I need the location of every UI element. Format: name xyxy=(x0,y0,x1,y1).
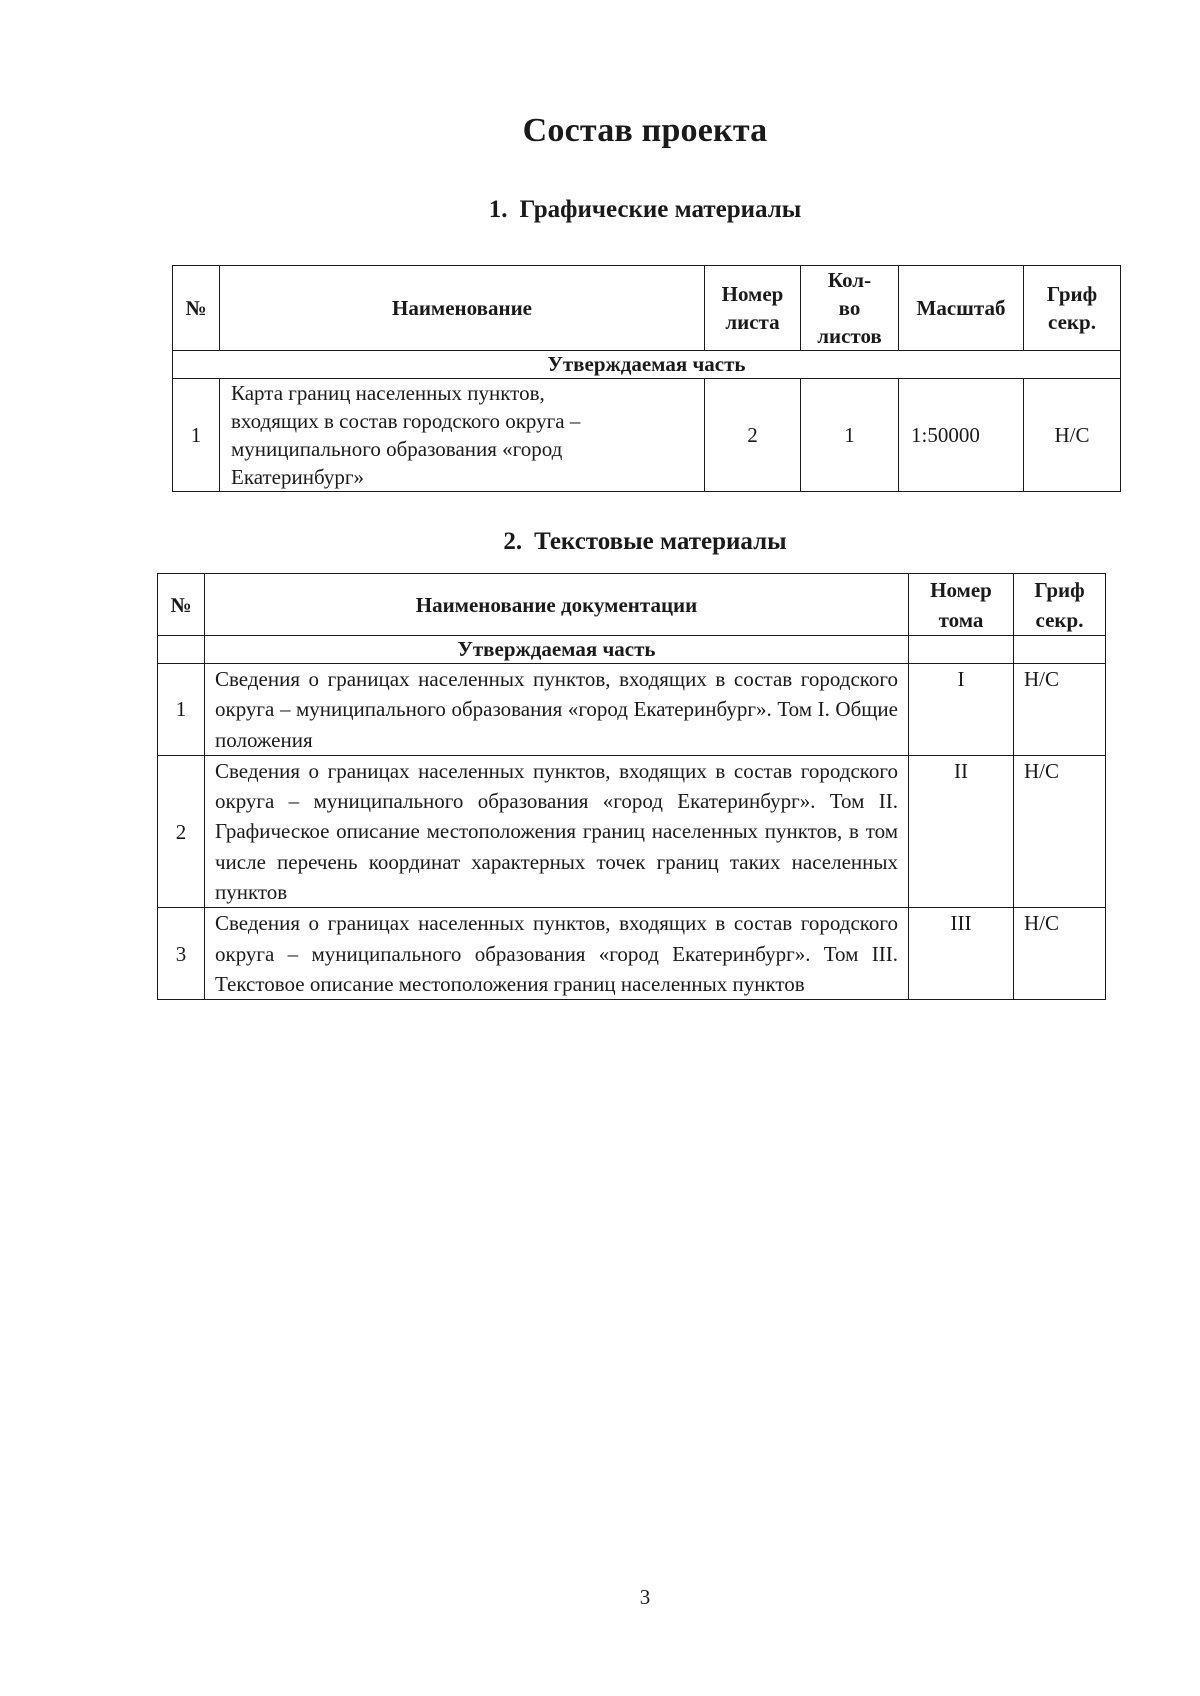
part-label: Утверждаемая часть xyxy=(173,351,1121,379)
section-number: 2. xyxy=(503,528,523,555)
table-part-row xyxy=(158,636,1106,664)
row-secrecy: Н/С xyxy=(1014,664,1106,756)
header-secrecy: Гриф секр. xyxy=(1014,574,1106,636)
header-scale: Масштаб xyxy=(899,266,1024,351)
table-part-row xyxy=(173,351,1121,379)
row-num: 2 xyxy=(158,755,205,907)
part-empty-cell xyxy=(158,636,205,664)
header-name: Наименование документации xyxy=(205,574,909,636)
header-secrecy: Гриф секр. xyxy=(1024,266,1121,351)
part-empty-cell xyxy=(909,636,1014,664)
table-header-row xyxy=(158,574,1106,636)
row-sheet-count: 1 xyxy=(801,379,899,492)
table-header-row xyxy=(173,266,1121,351)
page-title: Состав проекта xyxy=(522,112,768,149)
row-num: 1 xyxy=(158,664,205,756)
header-name: Наименование xyxy=(220,266,705,351)
row-secrecy: Н/С xyxy=(1014,755,1106,907)
section-title-text: Текстовые материалы xyxy=(534,528,787,555)
table-row xyxy=(158,664,1106,756)
row-volume: I xyxy=(909,664,1014,756)
header-sheet-number: Номер листа xyxy=(705,266,801,351)
row-description: Сведения о границах населенных пунктов, входящих в состав городского округа – муниципального образования «город Екатеринбург». Том II. Графическое описание местоположения границ населенных пунктов, в том числе перечень координат характерных точек границ таких населенных пунктов xyxy=(205,755,909,907)
table-row xyxy=(173,379,1121,492)
header-volume: Номер тома xyxy=(909,574,1014,636)
part-label: Утверждаемая часть xyxy=(205,636,909,664)
table-row xyxy=(158,755,1106,907)
row-description: Сведения о границах населенных пунктов, входящих в состав городского округа – муниципального образования «город Екатеринбург». Том I. Общие положения xyxy=(205,664,909,756)
part-empty-cell xyxy=(1014,636,1106,664)
section-title-graphics xyxy=(0,196,1200,224)
section-number: 1. xyxy=(488,196,508,223)
section-title-text: Графические материалы xyxy=(519,196,802,223)
table-row xyxy=(158,908,1106,1000)
row-volume: II xyxy=(909,755,1014,907)
row-scale: 1:50000 xyxy=(899,379,1024,492)
row-secrecy: Н/С xyxy=(1024,379,1121,492)
row-volume: III xyxy=(909,908,1014,1000)
header-num: № xyxy=(158,574,205,636)
text-materials-table xyxy=(157,573,1106,1000)
row-num: 1 xyxy=(173,379,220,492)
row-description: Сведения о границах населенных пунктов, входящих в состав городского округа – муниципального образования «город Екатеринбург». Том III. Текстовое описание местоположения границ населенных пунктов xyxy=(205,908,909,1000)
header-sheet-count: Кол- во листов xyxy=(801,266,899,351)
row-name: Карта границ населенных пунктов, входящих в состав городского округа – муниципального образования «город Екатеринбург» xyxy=(220,379,705,492)
graphics-materials-table xyxy=(172,265,1121,492)
page-number: 3 xyxy=(639,1585,651,1609)
row-sheet-number: 2 xyxy=(705,379,801,492)
header-num: № xyxy=(173,266,220,351)
row-secrecy: Н/С xyxy=(1014,908,1106,1000)
section-title-text-materials xyxy=(0,528,1200,556)
row-num: 3 xyxy=(158,908,205,1000)
